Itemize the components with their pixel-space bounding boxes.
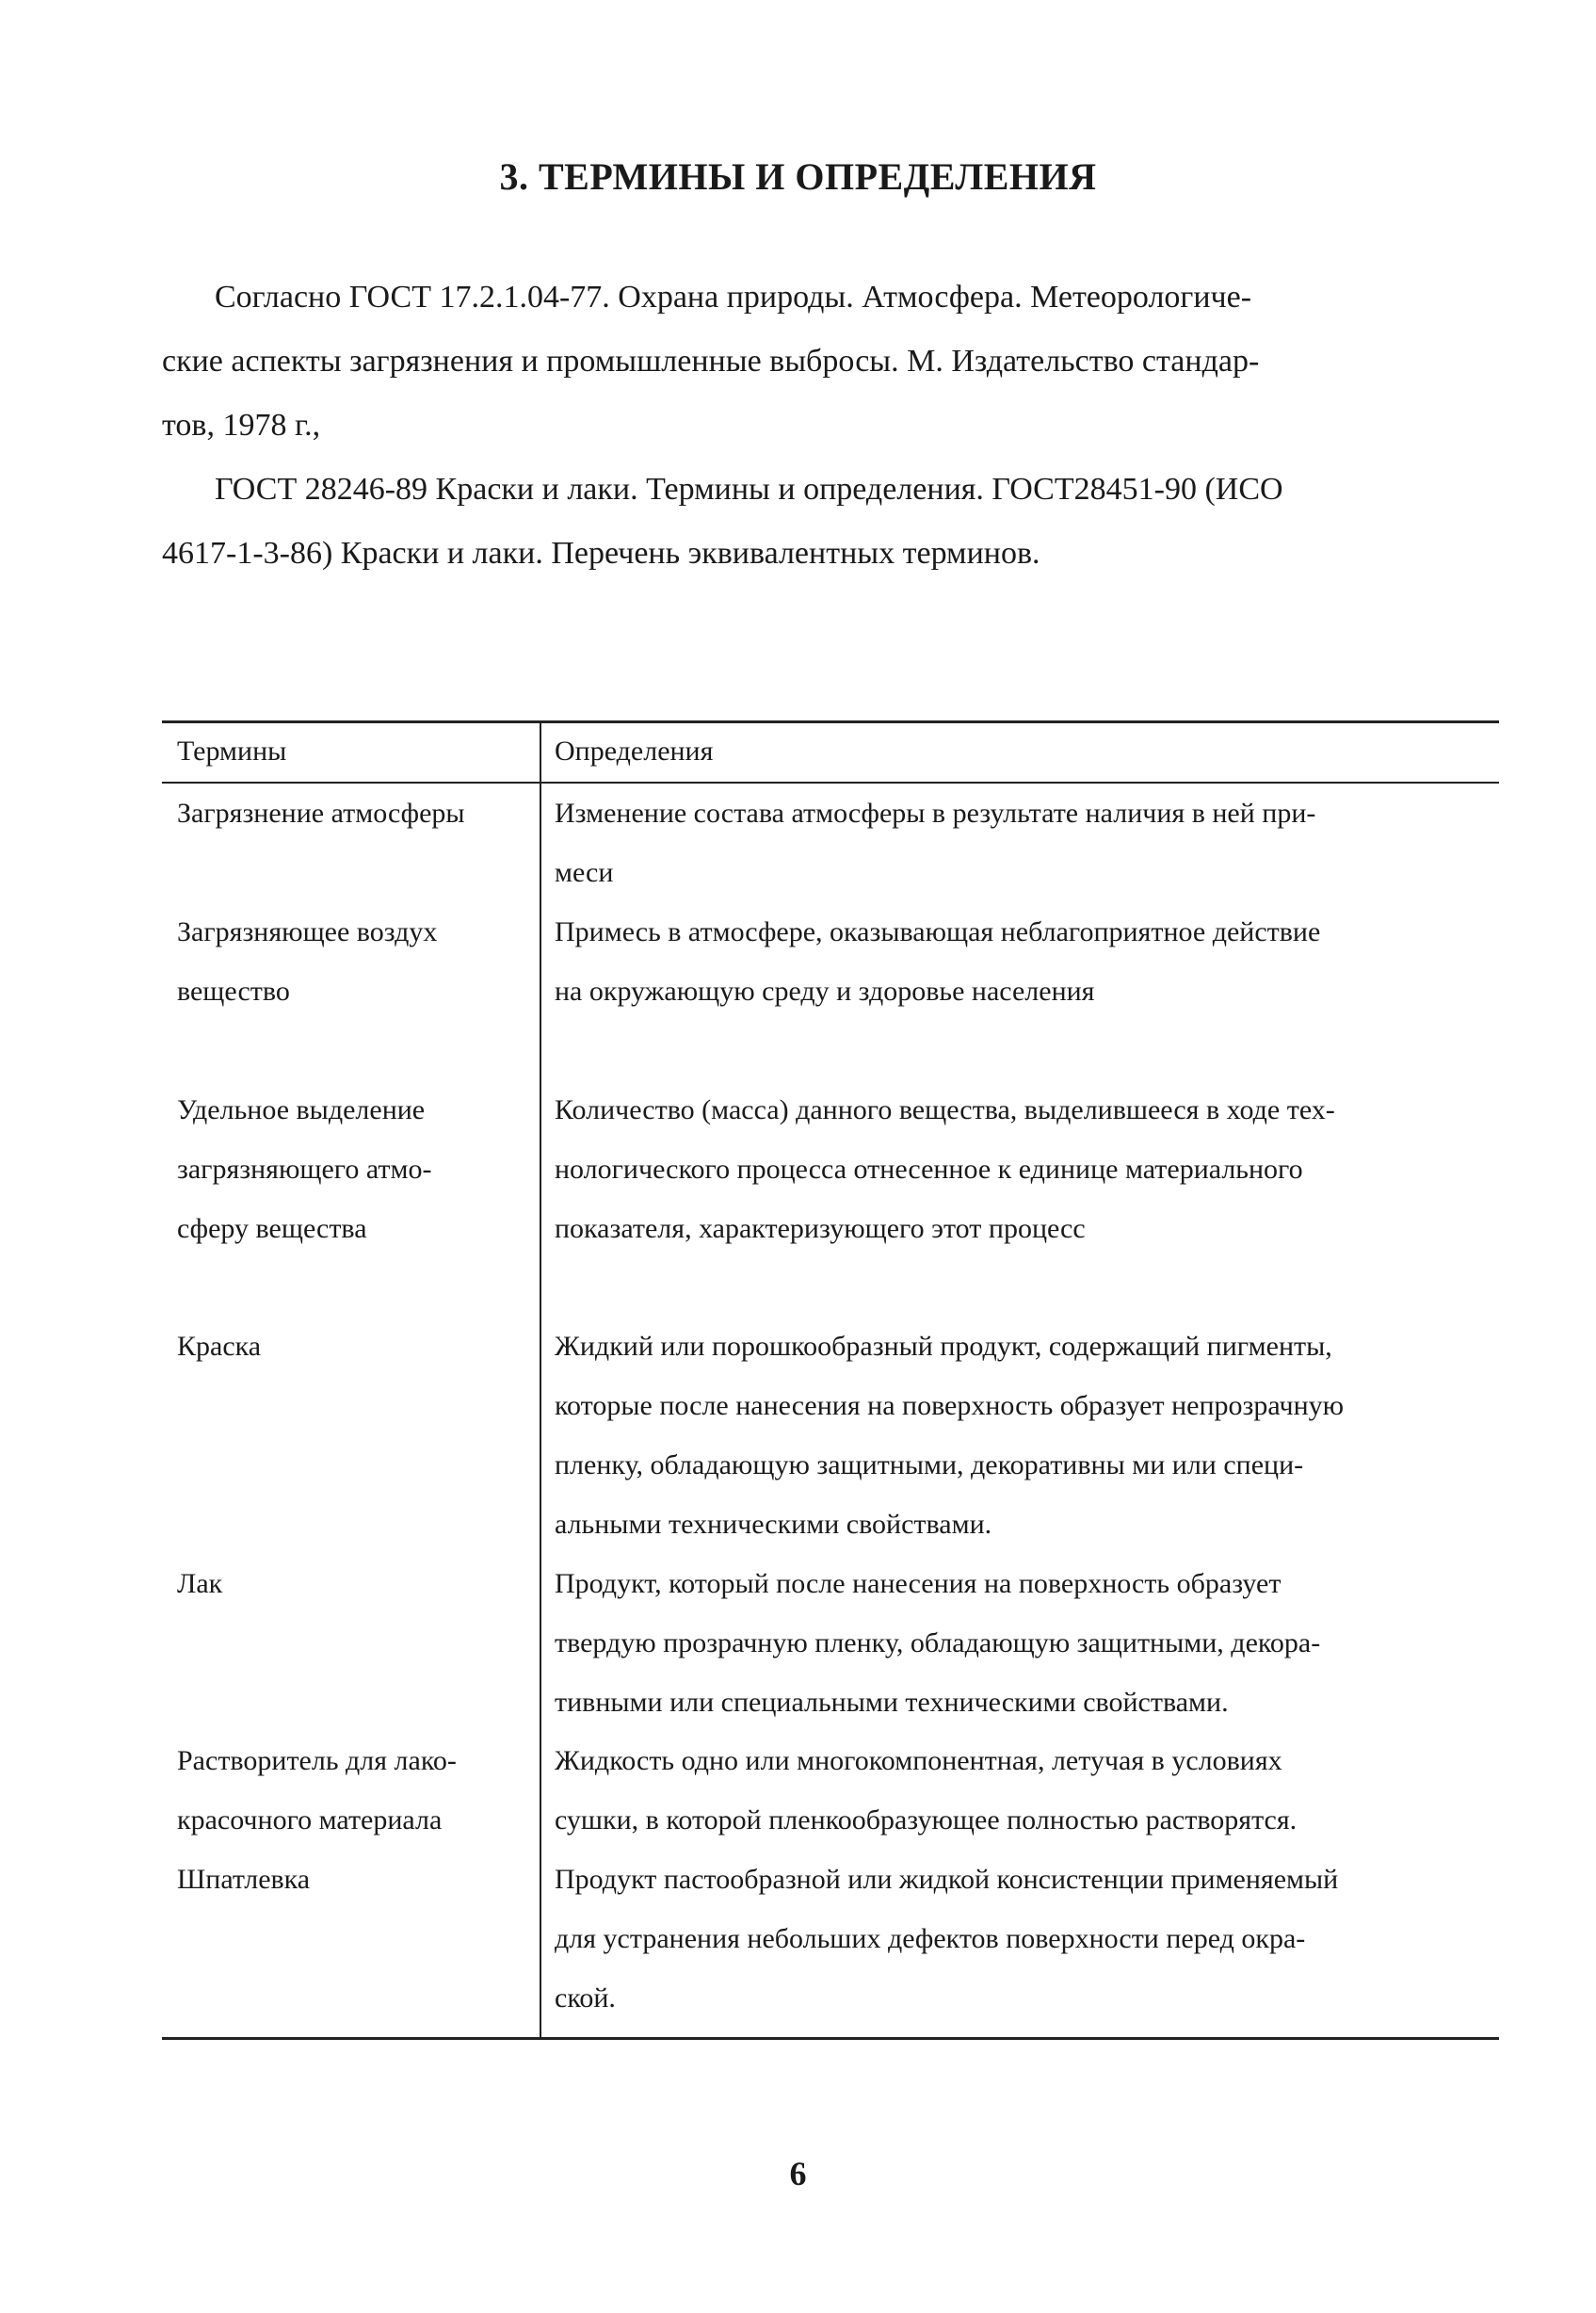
definition-line: Жидкость одно или многокомпонентная, летучая в условиях — [555, 1745, 1282, 1776]
term-cell — [177, 1554, 530, 1613]
table-top-rule — [162, 720, 1499, 723]
intro-line: ские аспекты загрязнения и промышленные выбросы. М. Издательство стандар- — [162, 344, 1260, 379]
term-line: Загрязнение атмосферы — [177, 798, 465, 829]
definition-line: которые после нанесения на поверхность образует непрозрачную — [555, 1390, 1345, 1421]
definition-cell — [555, 1731, 1496, 1850]
intro-line: ГОСТ 28246-89 Краски и лаки. Термины и определения. ГОСТ28451-90 (ИСО — [215, 472, 1283, 507]
definition-cell — [555, 1850, 1496, 2028]
definition-cell — [555, 1080, 1496, 1258]
definition-line: на окружающую среду и здоровье населения — [555, 976, 1095, 1007]
definition-line: Продукт пастообразной или жидкой консистенции применяемый — [555, 1864, 1339, 1895]
definition-line: Жидкий или порошкообразный продукт, содержащий пигменты, — [555, 1331, 1332, 1362]
definition-line: тивными или специальными техническими свойствами. — [555, 1687, 1229, 1718]
definition-line: Изменение состава атмосферы в результате наличия в ней при- — [555, 798, 1316, 829]
definition-cell — [555, 902, 1496, 1021]
page-number: 6 — [789, 2155, 807, 2192]
term-line: сферу вещества — [177, 1213, 367, 1244]
definition-line: Примесь в атмосфере, оказывающая неблагоприятное действие — [555, 916, 1321, 947]
intro-line: Согласно ГОСТ 17.2.1.04-77. Охрана природы. Атмосфера. Метеорологиче- — [215, 280, 1252, 315]
table-bottom-rule — [162, 2037, 1499, 2040]
definition-line: ской. — [555, 1982, 616, 2014]
definition-line: Количество (масса) данного вещества, выделившееся в ходе тех- — [555, 1094, 1335, 1125]
definition-cell — [555, 1317, 1496, 1554]
table-column-divider — [540, 720, 541, 2039]
term-line: Растворитель для лако- — [177, 1745, 457, 1776]
term-line: загрязняющего атмо- — [177, 1154, 432, 1185]
definition-line: для устранения небольших дефектов поверхности перед окра- — [555, 1923, 1306, 1954]
page-title: 3. ТЕРМИНЫ И ОПРЕДЕЛЕНИЯ — [499, 155, 1097, 198]
intro-line: 4617-1-3-86) Краски и лаки. Перечень эквивалентных терминов. — [162, 536, 1040, 571]
definition-line: нологического процесса отнесенное к единице материального — [555, 1154, 1303, 1185]
term-line: Загрязняющее воздух — [177, 916, 438, 947]
intro-text — [162, 266, 1441, 586]
definition-line: меси — [555, 857, 614, 888]
intro-line: тов, 1978 г., — [162, 408, 321, 443]
definition-line: альными техническими свойствами. — [555, 1509, 992, 1540]
definition-cell — [555, 784, 1496, 902]
intro-paragraph-2 — [162, 458, 1441, 586]
definition-cell — [555, 1554, 1496, 1732]
term-line: вещество — [177, 976, 290, 1007]
term-cell — [177, 1731, 530, 1850]
definition-line: сушки, в которой пленкообразующее полностью растворятся. — [555, 1804, 1298, 1836]
term-line: Краска — [177, 1331, 262, 1362]
definition-line: пленку, обладающую защитными, декоративны ми или специ- — [555, 1449, 1304, 1480]
term-line: Шпатлевка — [177, 1864, 311, 1895]
term-cell — [177, 1317, 530, 1376]
definition-line: показателя, характеризующего этот процесс — [555, 1213, 1086, 1244]
definition-line: твердую прозрачную пленку, обладающую защитными, декора- — [555, 1627, 1321, 1658]
term-line: красочного материала — [177, 1804, 443, 1836]
header-terms: Термины — [177, 736, 287, 767]
term-cell — [177, 784, 530, 843]
term-cell — [177, 1850, 530, 1909]
intro-paragraph-1 — [162, 266, 1441, 458]
header-definitions: Определения — [555, 736, 714, 767]
term-line: Удельное выделение — [177, 1094, 426, 1125]
term-cell — [177, 902, 530, 1021]
term-line: Лак — [177, 1568, 223, 1599]
definition-line: Продукт, который после нанесения на поверхность образует — [555, 1568, 1282, 1599]
term-cell — [177, 1080, 530, 1258]
